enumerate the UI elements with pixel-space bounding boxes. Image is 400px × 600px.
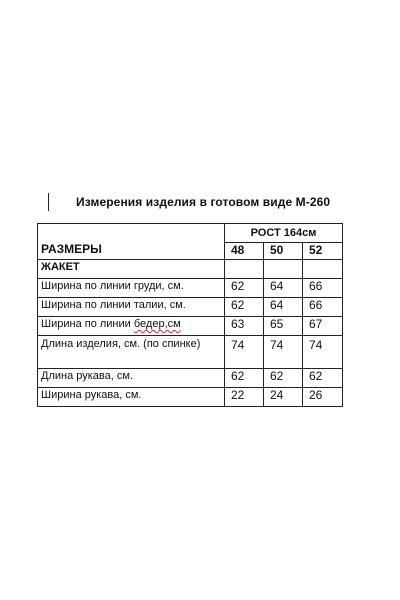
row-value: 64 — [264, 279, 303, 298]
row-label — [38, 317, 225, 336]
row-label: Ширина по линии талии, см. — [38, 298, 225, 317]
row-value: 65 — [264, 317, 303, 336]
empty-cell — [303, 260, 343, 279]
table-row — [38, 298, 343, 317]
section-row — [38, 260, 343, 279]
table-row — [38, 388, 343, 407]
row-label-main: Ширина по линии — [41, 318, 134, 330]
row-label: Длина изделия, см. (по спинке) — [38, 336, 225, 369]
empty-cell — [225, 260, 264, 279]
row-value: 24 — [264, 388, 303, 407]
size-48: 48 — [225, 243, 264, 260]
row-label: Ширина по линии груди, см. — [38, 279, 225, 298]
row-value: 62 — [225, 298, 264, 317]
row-value: 26 — [303, 388, 343, 407]
row-value: 62 — [225, 369, 264, 388]
size-table — [37, 223, 343, 407]
row-value: 66 — [303, 279, 343, 298]
table-row — [38, 336, 343, 369]
document-title: Измерения изделия в готовом виде М-260 — [76, 195, 331, 209]
row-value: 22 — [225, 388, 264, 407]
row-value: 74 — [303, 336, 343, 369]
row-label: Длина рукава, см. — [38, 369, 225, 388]
row-value: 64 — [264, 298, 303, 317]
row-value: 62 — [264, 369, 303, 388]
row-value: 67 — [303, 317, 343, 336]
table-row — [38, 279, 343, 298]
row-value: 62 — [303, 369, 343, 388]
size-50: 50 — [264, 243, 303, 260]
row-value: 66 — [303, 298, 343, 317]
empty-cell — [264, 260, 303, 279]
row-label: Ширина рукава, см. — [38, 388, 225, 407]
sizes-header: РАЗМЕРЫ — [38, 224, 225, 260]
table-row — [38, 369, 343, 388]
table-row — [38, 317, 343, 336]
row-value: 74 — [225, 336, 264, 369]
section-label: ЖАКЕТ — [38, 260, 225, 279]
text-cursor — [48, 193, 49, 211]
table-header-row — [38, 224, 343, 243]
growth-header: РОСТ 164см — [225, 224, 343, 243]
size-52: 52 — [303, 243, 343, 260]
row-value: 74 — [264, 336, 303, 369]
spellcheck-marked-text: бедер,см — [133, 318, 181, 330]
row-value: 63 — [225, 317, 264, 336]
row-value: 62 — [225, 279, 264, 298]
